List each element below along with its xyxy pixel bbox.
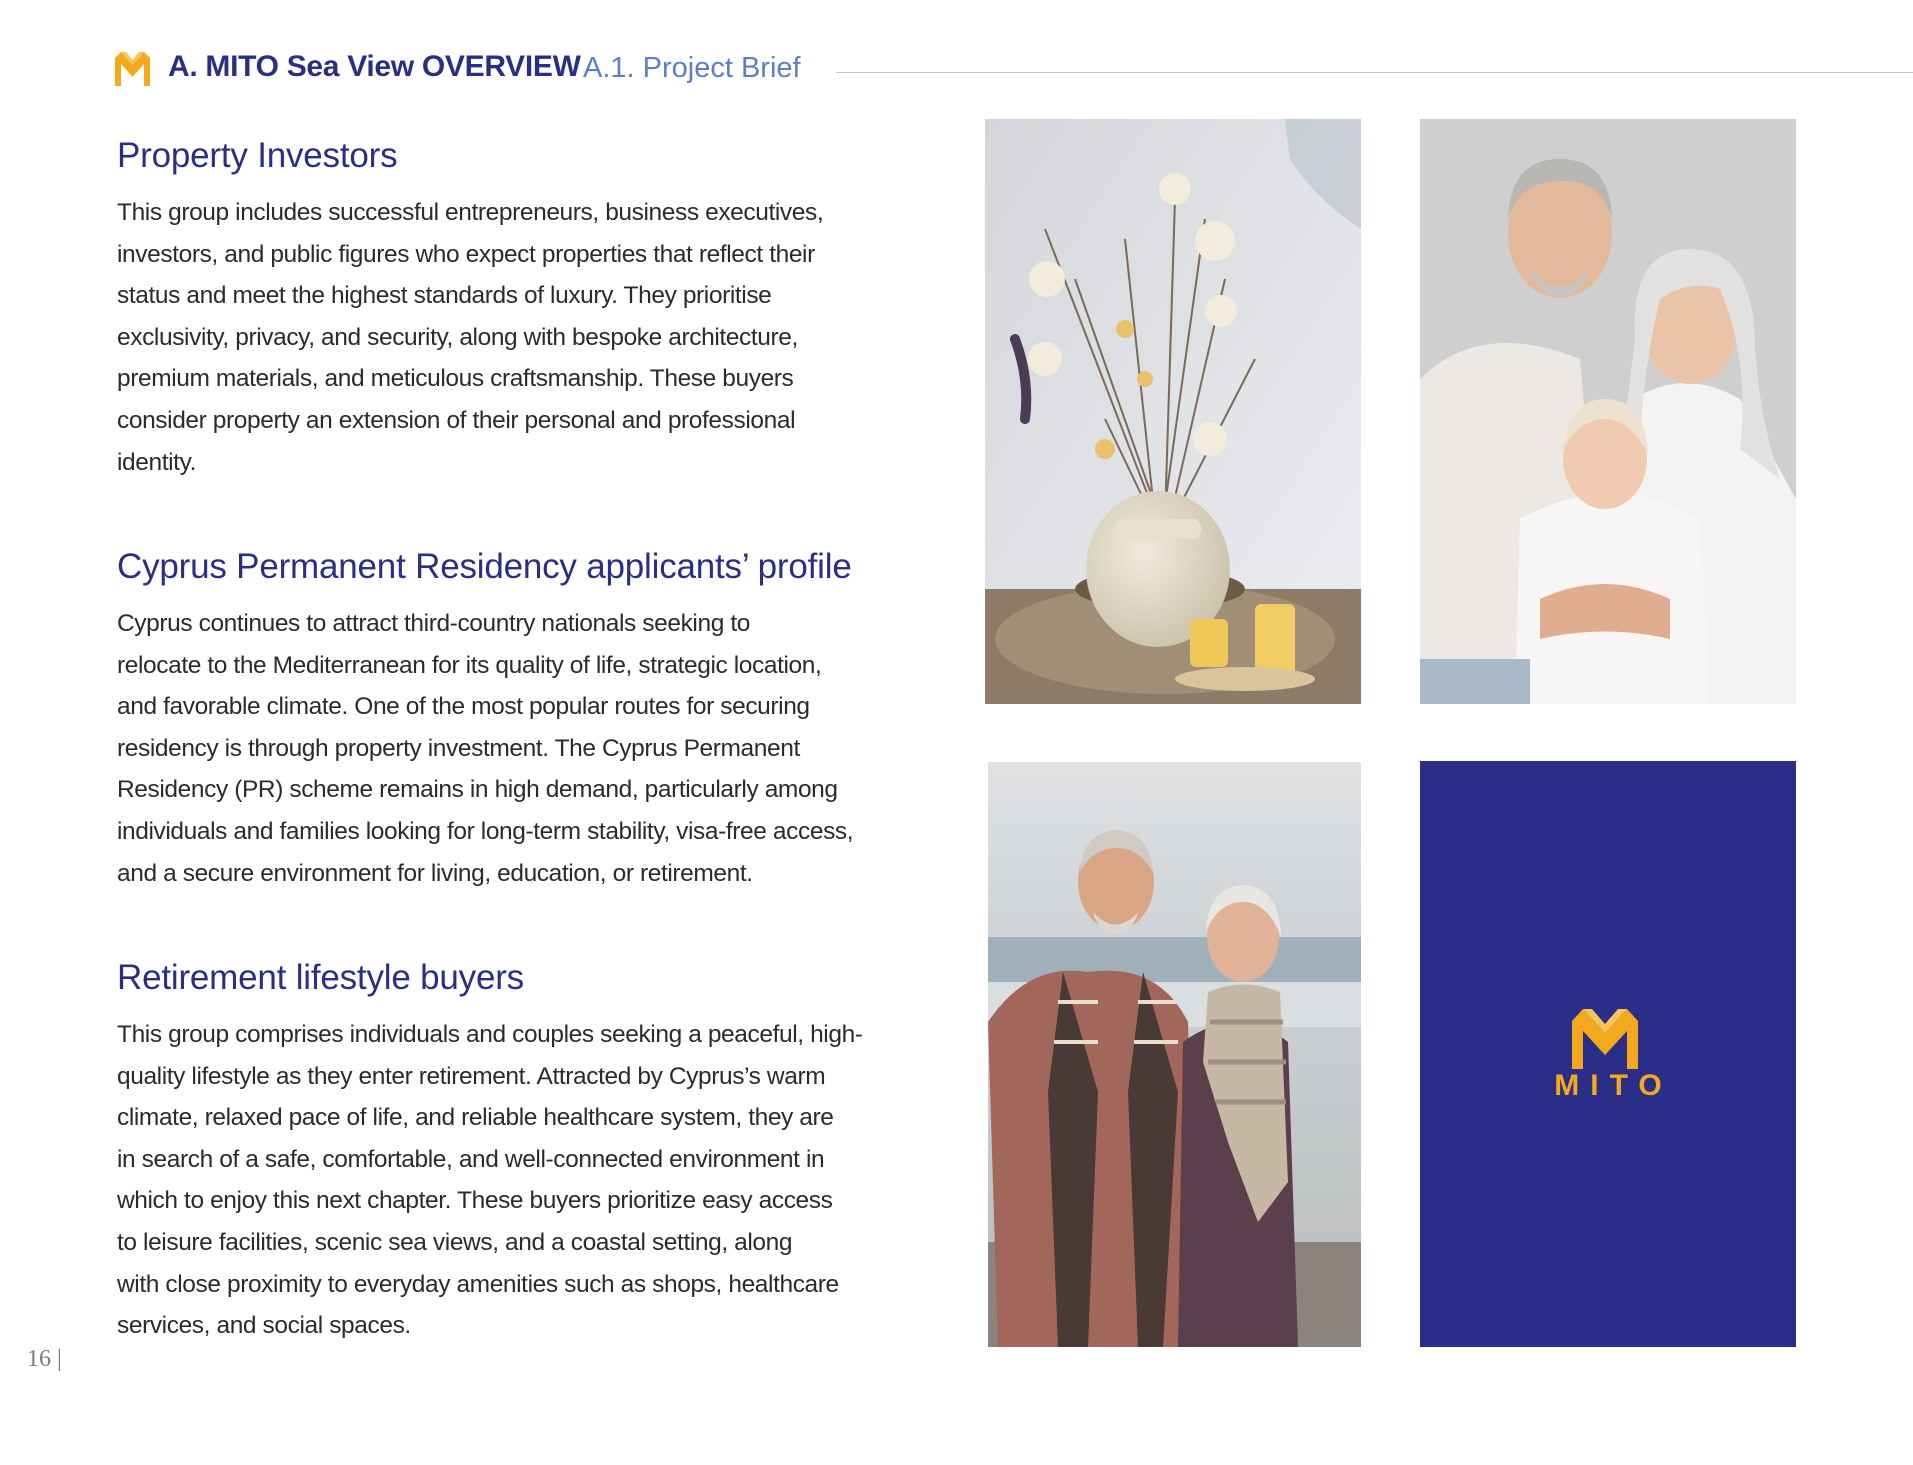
body-line: residency is through property investment. The Cyprus Permanent bbox=[117, 734, 800, 762]
flower-vase-photo bbox=[985, 119, 1361, 704]
body-line: exclusivity, privacy, and security, along with bespoke architecture, bbox=[117, 323, 798, 351]
section-heading: Cyprus Permanent Residency applicants’ profile bbox=[117, 547, 852, 586]
body-line: to leisure facilities, scenic sea views, and a coastal setting, along bbox=[117, 1228, 793, 1256]
section-heading: Retirement lifestyle buyers bbox=[117, 958, 524, 997]
body-line: Residency (PR) scheme remains in high demand, particularly among bbox=[117, 776, 838, 804]
body-line: and favorable climate. One of the most popular routes for securing bbox=[117, 693, 810, 721]
body-line: identity. bbox=[117, 448, 197, 476]
section-body bbox=[117, 603, 853, 894]
header-title: A. MITO Sea View OVERVIEW bbox=[168, 50, 581, 83]
body-line: with close proximity to everyday amenities such as shops, healthcare bbox=[117, 1270, 839, 1298]
body-line: individuals and families looking for long-term stability, visa-free access, bbox=[117, 817, 854, 845]
body-line: climate, relaxed pace of life, and reliable healthcare system, they are bbox=[117, 1104, 834, 1132]
section-heading: Property Investors bbox=[117, 136, 398, 175]
section-retirement-buyers bbox=[117, 956, 863, 1347]
body-line: investors, and public figures who expect properties that reflect their bbox=[117, 240, 815, 268]
brand-wordmark: MITO bbox=[1554, 1069, 1673, 1102]
mito-m-logo-icon bbox=[1572, 1009, 1638, 1069]
page-number: 16 | bbox=[27, 1346, 62, 1372]
body-line: which to enjoy this next chapter. These buyers prioritize easy access bbox=[117, 1187, 833, 1215]
section-body bbox=[117, 1014, 863, 1347]
body-line: Cyprus continues to attract third-country nationals seeking to bbox=[117, 610, 750, 637]
body-line: in search of a safe, comfortable, and well-connected environment in bbox=[117, 1145, 825, 1173]
family-portrait-photo bbox=[1420, 119, 1796, 704]
mito-m-logo-icon bbox=[115, 52, 150, 86]
header-subtitle: A.1. Project Brief bbox=[583, 52, 801, 84]
header-divider bbox=[836, 72, 1913, 73]
body-line: quality lifestyle as they enter retirement. Attracted by Cyprus’s warm bbox=[117, 1062, 826, 1090]
body-line: services, and social spaces. bbox=[117, 1312, 411, 1340]
body-line: This group comprises individuals and couples seeking a peaceful, high- bbox=[117, 1021, 863, 1048]
brand-panel bbox=[1420, 761, 1796, 1347]
section-property-investors bbox=[117, 134, 823, 483]
section-residency-applicants bbox=[117, 545, 853, 894]
senior-couple-beach-photo bbox=[988, 762, 1361, 1347]
body-line: This group includes successful entrepreneurs, business executives, bbox=[117, 199, 824, 226]
body-line: consider property an extension of their personal and professional bbox=[117, 406, 796, 434]
body-line: status and meet the highest standards of luxury. They prioritise bbox=[117, 282, 772, 310]
body-line: relocate to the Mediterranean for its quality of life, strategic location, bbox=[117, 651, 822, 679]
page-header bbox=[0, 0, 1913, 130]
section-body bbox=[117, 192, 823, 483]
body-line: premium materials, and meticulous craftsmanship. These buyers bbox=[117, 365, 794, 393]
body-line: and a secure environment for living, education, or retirement. bbox=[117, 859, 753, 887]
